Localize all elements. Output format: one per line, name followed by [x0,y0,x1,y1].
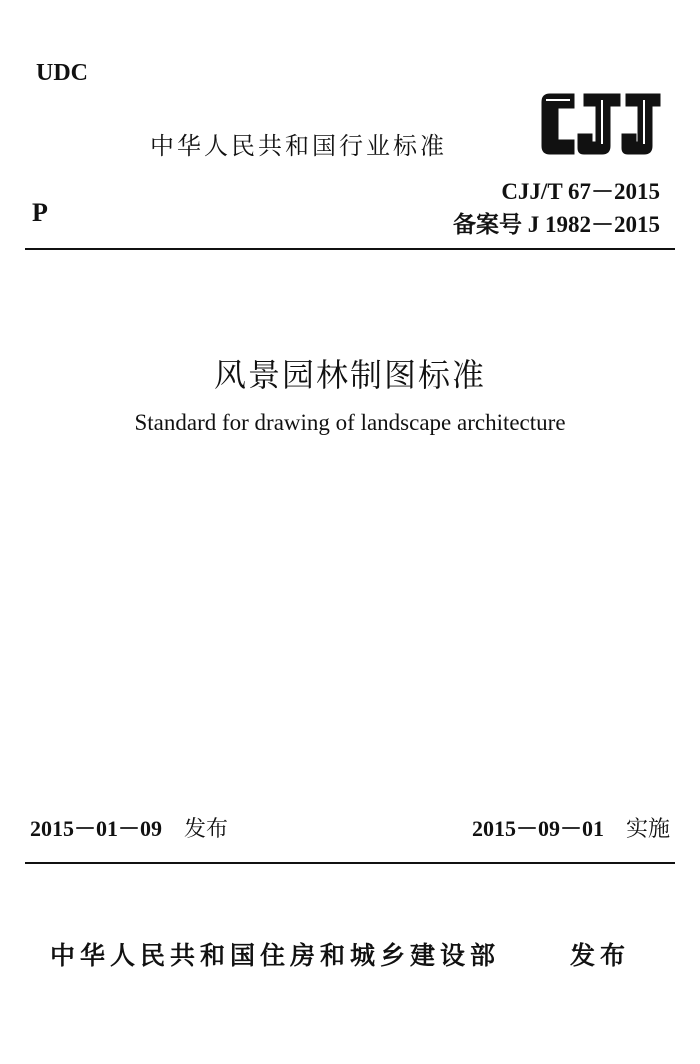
udc-label: UDC [36,60,88,86]
cjj-logo-glyphs [542,94,660,154]
cjj-logo-text: CJJ [536,92,538,93]
implementation-date: 2015－09－01 [471,816,604,841]
standard-category: 中华人民共和国行业标准 [150,132,447,160]
implementation-line [472,812,670,843]
title-chinese: 风景园林制图标准 [213,356,486,394]
record-number: 备案号 J 1982－2015 [453,212,660,237]
issue-line [30,812,228,843]
top-divider [25,248,675,250]
classification-code: P [32,198,48,227]
bottom-divider [25,862,675,864]
issue-date: 2015－01－09 [30,816,163,841]
implementation-label: 实施 [625,817,670,842]
issue-label: 发布 [184,817,229,842]
cjj-logo [536,92,662,156]
title-english: Standard for drawing of landscape architecture [134,410,566,435]
standard-number: CJJ/T 67－2015 [501,179,660,204]
publisher: 中华人民共和国住房和城乡建设部 [50,941,501,970]
publish-label: 发布 [570,941,631,970]
